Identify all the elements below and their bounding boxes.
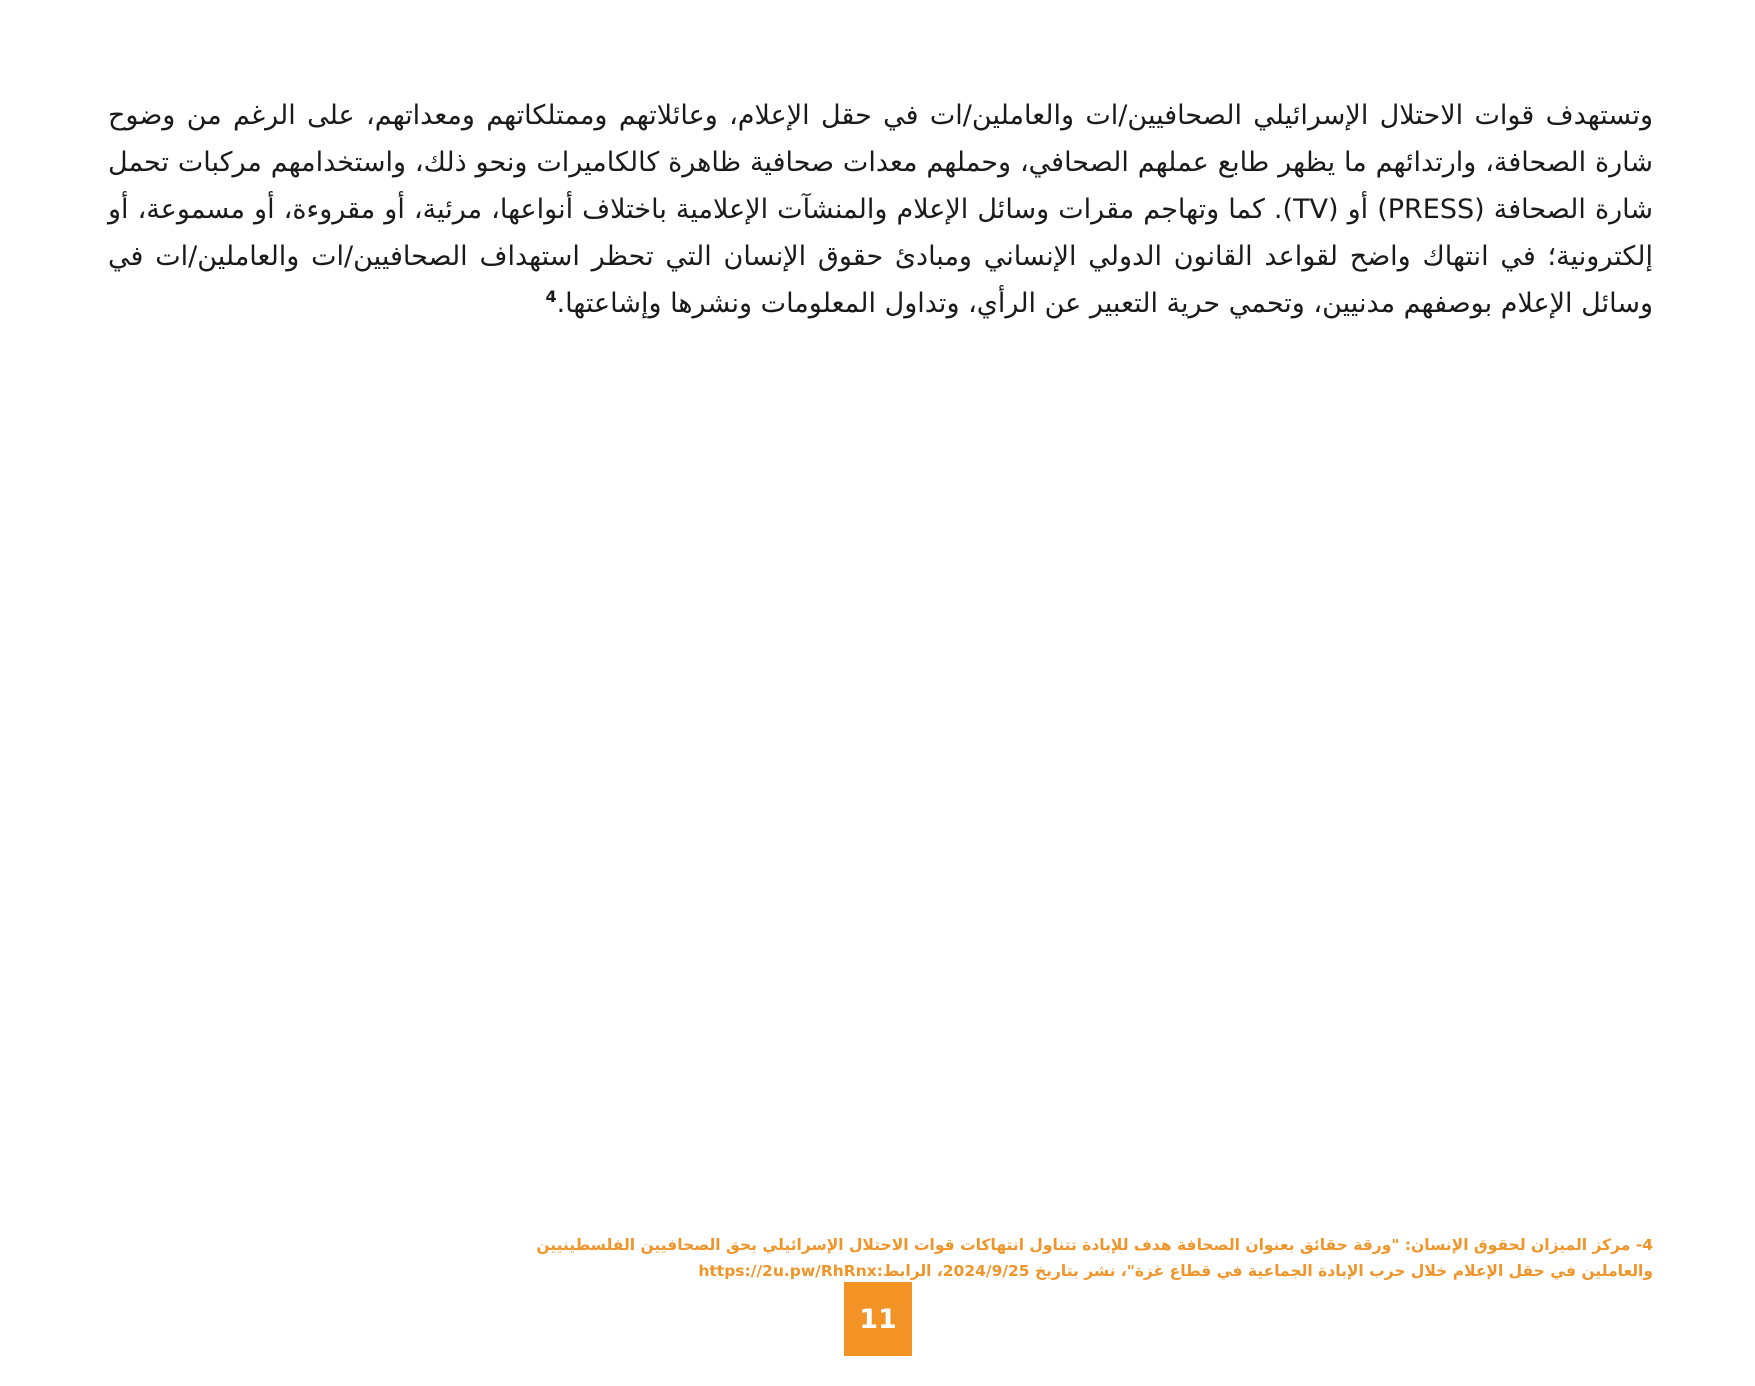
footnote — [536, 1232, 1653, 1284]
footnote-reference[interactable]: 4 — [545, 287, 557, 306]
footnote-line-1: 4- مركز الميزان لحقوق الإنسان: "ورقة حقائق بعنوان الصحافة هدف للإبادة تتناول انتهاكات قوات الاحتلال الإسرائيلي بحق الصحافيين الفلسطينيين — [536, 1236, 1653, 1254]
page-number-badge: 11 — [844, 1282, 912, 1356]
main-paragraph — [108, 92, 1653, 327]
paragraph-text: وتستهدف قوات الاحتلال الإسرائيلي الصحافيين/ات والعاملين/ات في حقل الإعلام، وعائلاتهم وممتلكاتهم ومعداتهم، على الرغم من وضوح شارة الصحافة، وارتدائهم ما يظهر طابع عملهم الصحافي، وحملهم معدات صحافية ظاهرة كالكاميرات ونحو ذلك، واستخدامهم مركبات تحمل شارة الصحافة (PRESS) أو (TV). كما وتهاجم مقرات وسائل الإعلام والمنشآت الإعلامية باختلاف أنواعها، مرئية، أو مقروءة، أو مسموعة، أو إلكترونية؛ في انتهاك واضح لقواعد القانون الدولي الإنساني ومبادئ حقوق الإنسان التي تحظر استهداف الصحافيين/ات والعاملين/ات في وسائل الإعلام بوصفهم مدنيين، وتحمي حرية التعبير عن الرأي، وتداول المعلومات ونشرها وإشاعتها. — [108, 100, 1653, 319]
footnote-line-2: والعاملين في حقل الإعلام خلال حرب الإبادة الجماعية في قطاع غزة"، نشر بتاريخ 2024/9/25، الرابط:https://2u.pw/RhRnx — [698, 1262, 1653, 1280]
